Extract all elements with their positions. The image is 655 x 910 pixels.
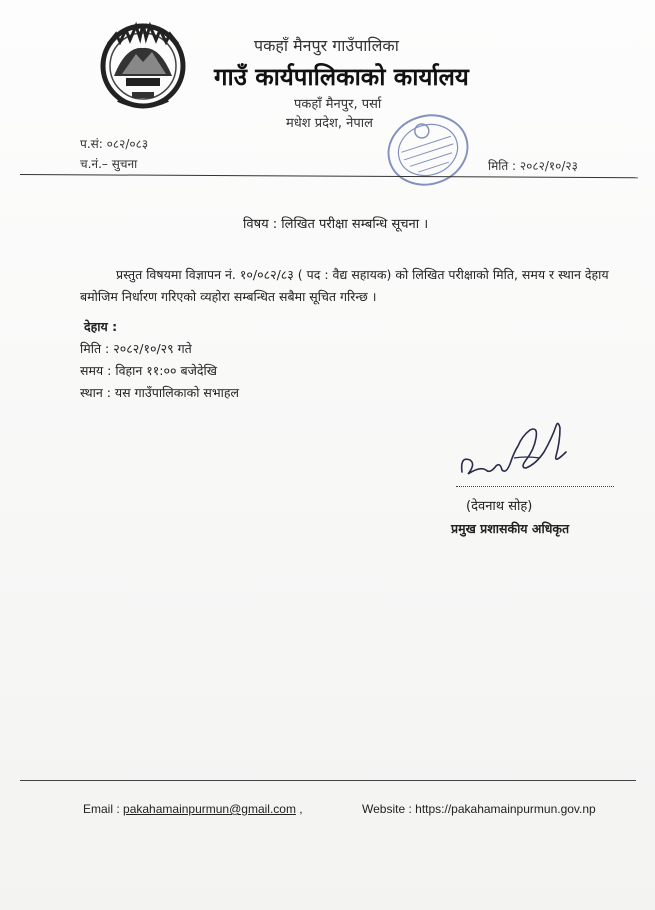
exam-details <box>80 316 239 404</box>
signer-name: (देवनाथ सोह) <box>466 499 533 514</box>
signer-title: प्रमुख प्रशासकीय अधिकृत <box>451 521 570 536</box>
header-divider <box>20 174 638 178</box>
email-link[interactable]: pakahamainpurmun@gmail.com <box>123 802 296 816</box>
letter-number: प.सं: ०८२/०८३ <box>80 137 149 151</box>
exam-time: समय : विहान ११:०० बजेदेखि <box>80 363 218 378</box>
office-seal-icon <box>380 108 476 192</box>
website-label: Website : <box>362 802 412 816</box>
exam-venue: स्थान : यस गाउँपालिकाको सभाहल <box>80 385 240 400</box>
footer-divider <box>20 780 636 781</box>
footer-email <box>83 802 303 816</box>
notice-body: प्रस्तुत विषयमा विज्ञापन नं. १०/०८२/८३ ( पद : वैद्य सहायक) को लिखित परीक्षाको मिति, समय र स्थान देहाय बमोजिम निर्धारण गरिएको व्यहोरा सम्बन्धित सबैमा सूचित गरिन्छ । <box>80 267 609 304</box>
handwritten-signature <box>456 416 576 488</box>
office-title: गाउँ कार्यपालिकाको कार्यालय <box>214 63 469 91</box>
subject-line: विषय : लिखित परीक्षा सम्बन्धि सूचना । <box>243 217 429 232</box>
nepal-emblem-icon <box>96 16 190 110</box>
signature-line <box>456 486 614 487</box>
address-line-2: मधेश प्रदेश, नेपाल <box>286 116 373 131</box>
dispatch-number: च.नं.– सुचना <box>80 157 138 171</box>
email-label: Email : <box>83 802 120 816</box>
exam-date: मिति : २०८२/१०/२९ गते <box>80 341 192 356</box>
footer-website <box>362 802 596 816</box>
website-link[interactable]: https://pakahamainpurmun.gov.np <box>415 802 596 816</box>
details-heading: देहाय : <box>84 319 118 334</box>
email-suffix: , <box>295 802 303 816</box>
letter-date: मिति : २०८२/१०/२३ <box>488 159 578 173</box>
address-line-1: पकहाँ मैनपुर, पर्सा <box>294 97 382 112</box>
office-name: पकहाँ मैनपुर गाउँपालिका <box>254 36 399 55</box>
